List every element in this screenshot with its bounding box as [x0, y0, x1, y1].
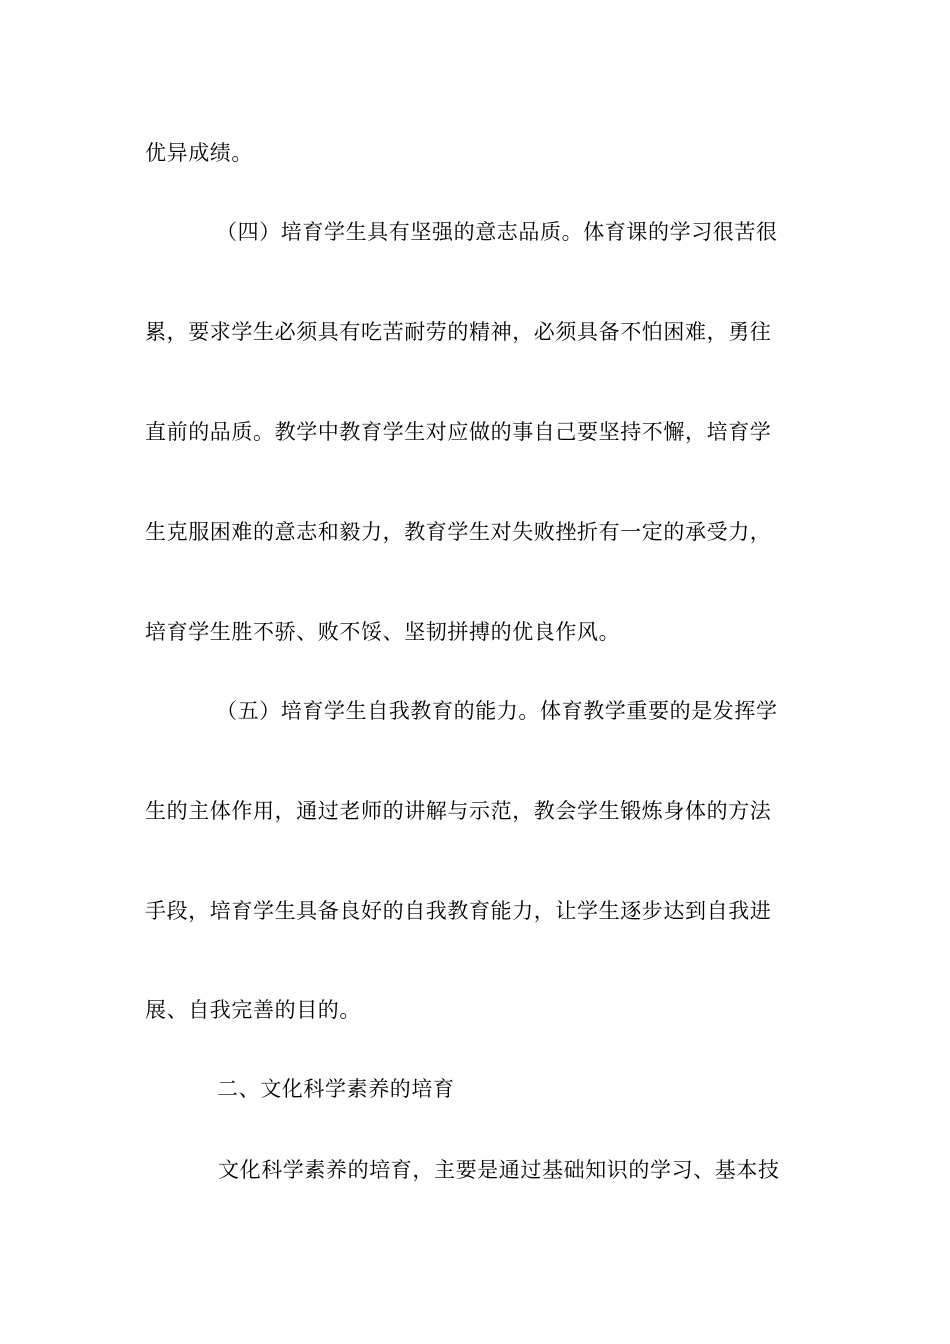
paragraph-line: 生克服困难的意志和毅力，教育学生对失败挫折有一定的承受力，: [145, 520, 772, 544]
section-heading: 二、文化科学素养的培育: [217, 1077, 455, 1101]
paragraph-line: 培育学生胜不骄、败不馁、坚韧拼搏的优良作风。: [145, 620, 621, 644]
paragraph-line: 生的主体作用，通过老师的讲解与示范，教会学生锻炼身体的方法: [145, 799, 772, 823]
paragraph-line: （五）培育学生自我教育的能力。体育教学重要的是发挥学: [216, 699, 778, 723]
paragraph-line: 直前的品质。教学中教育学生对应做的事自己要坚持不懈，培育学: [145, 420, 772, 444]
paragraph-line: 累，要求学生必须具有吃苦耐劳的精神，必须具备不怕困难，勇往: [145, 320, 772, 344]
paragraph-line: 文化科学素养的培育，主要是通过基础知识的学习、基本技: [218, 1158, 780, 1182]
paragraph-line: 展、自我完善的目的。: [145, 998, 361, 1022]
paragraph-line: （四）培育学生具有坚强的意志品质。体育课的学习很苦很: [216, 220, 778, 244]
paragraph-line: 优异成绩。: [145, 141, 253, 165]
paragraph-line: 手段，培育学生具备良好的自我教育能力，让学生逐步达到自我进: [145, 899, 772, 923]
